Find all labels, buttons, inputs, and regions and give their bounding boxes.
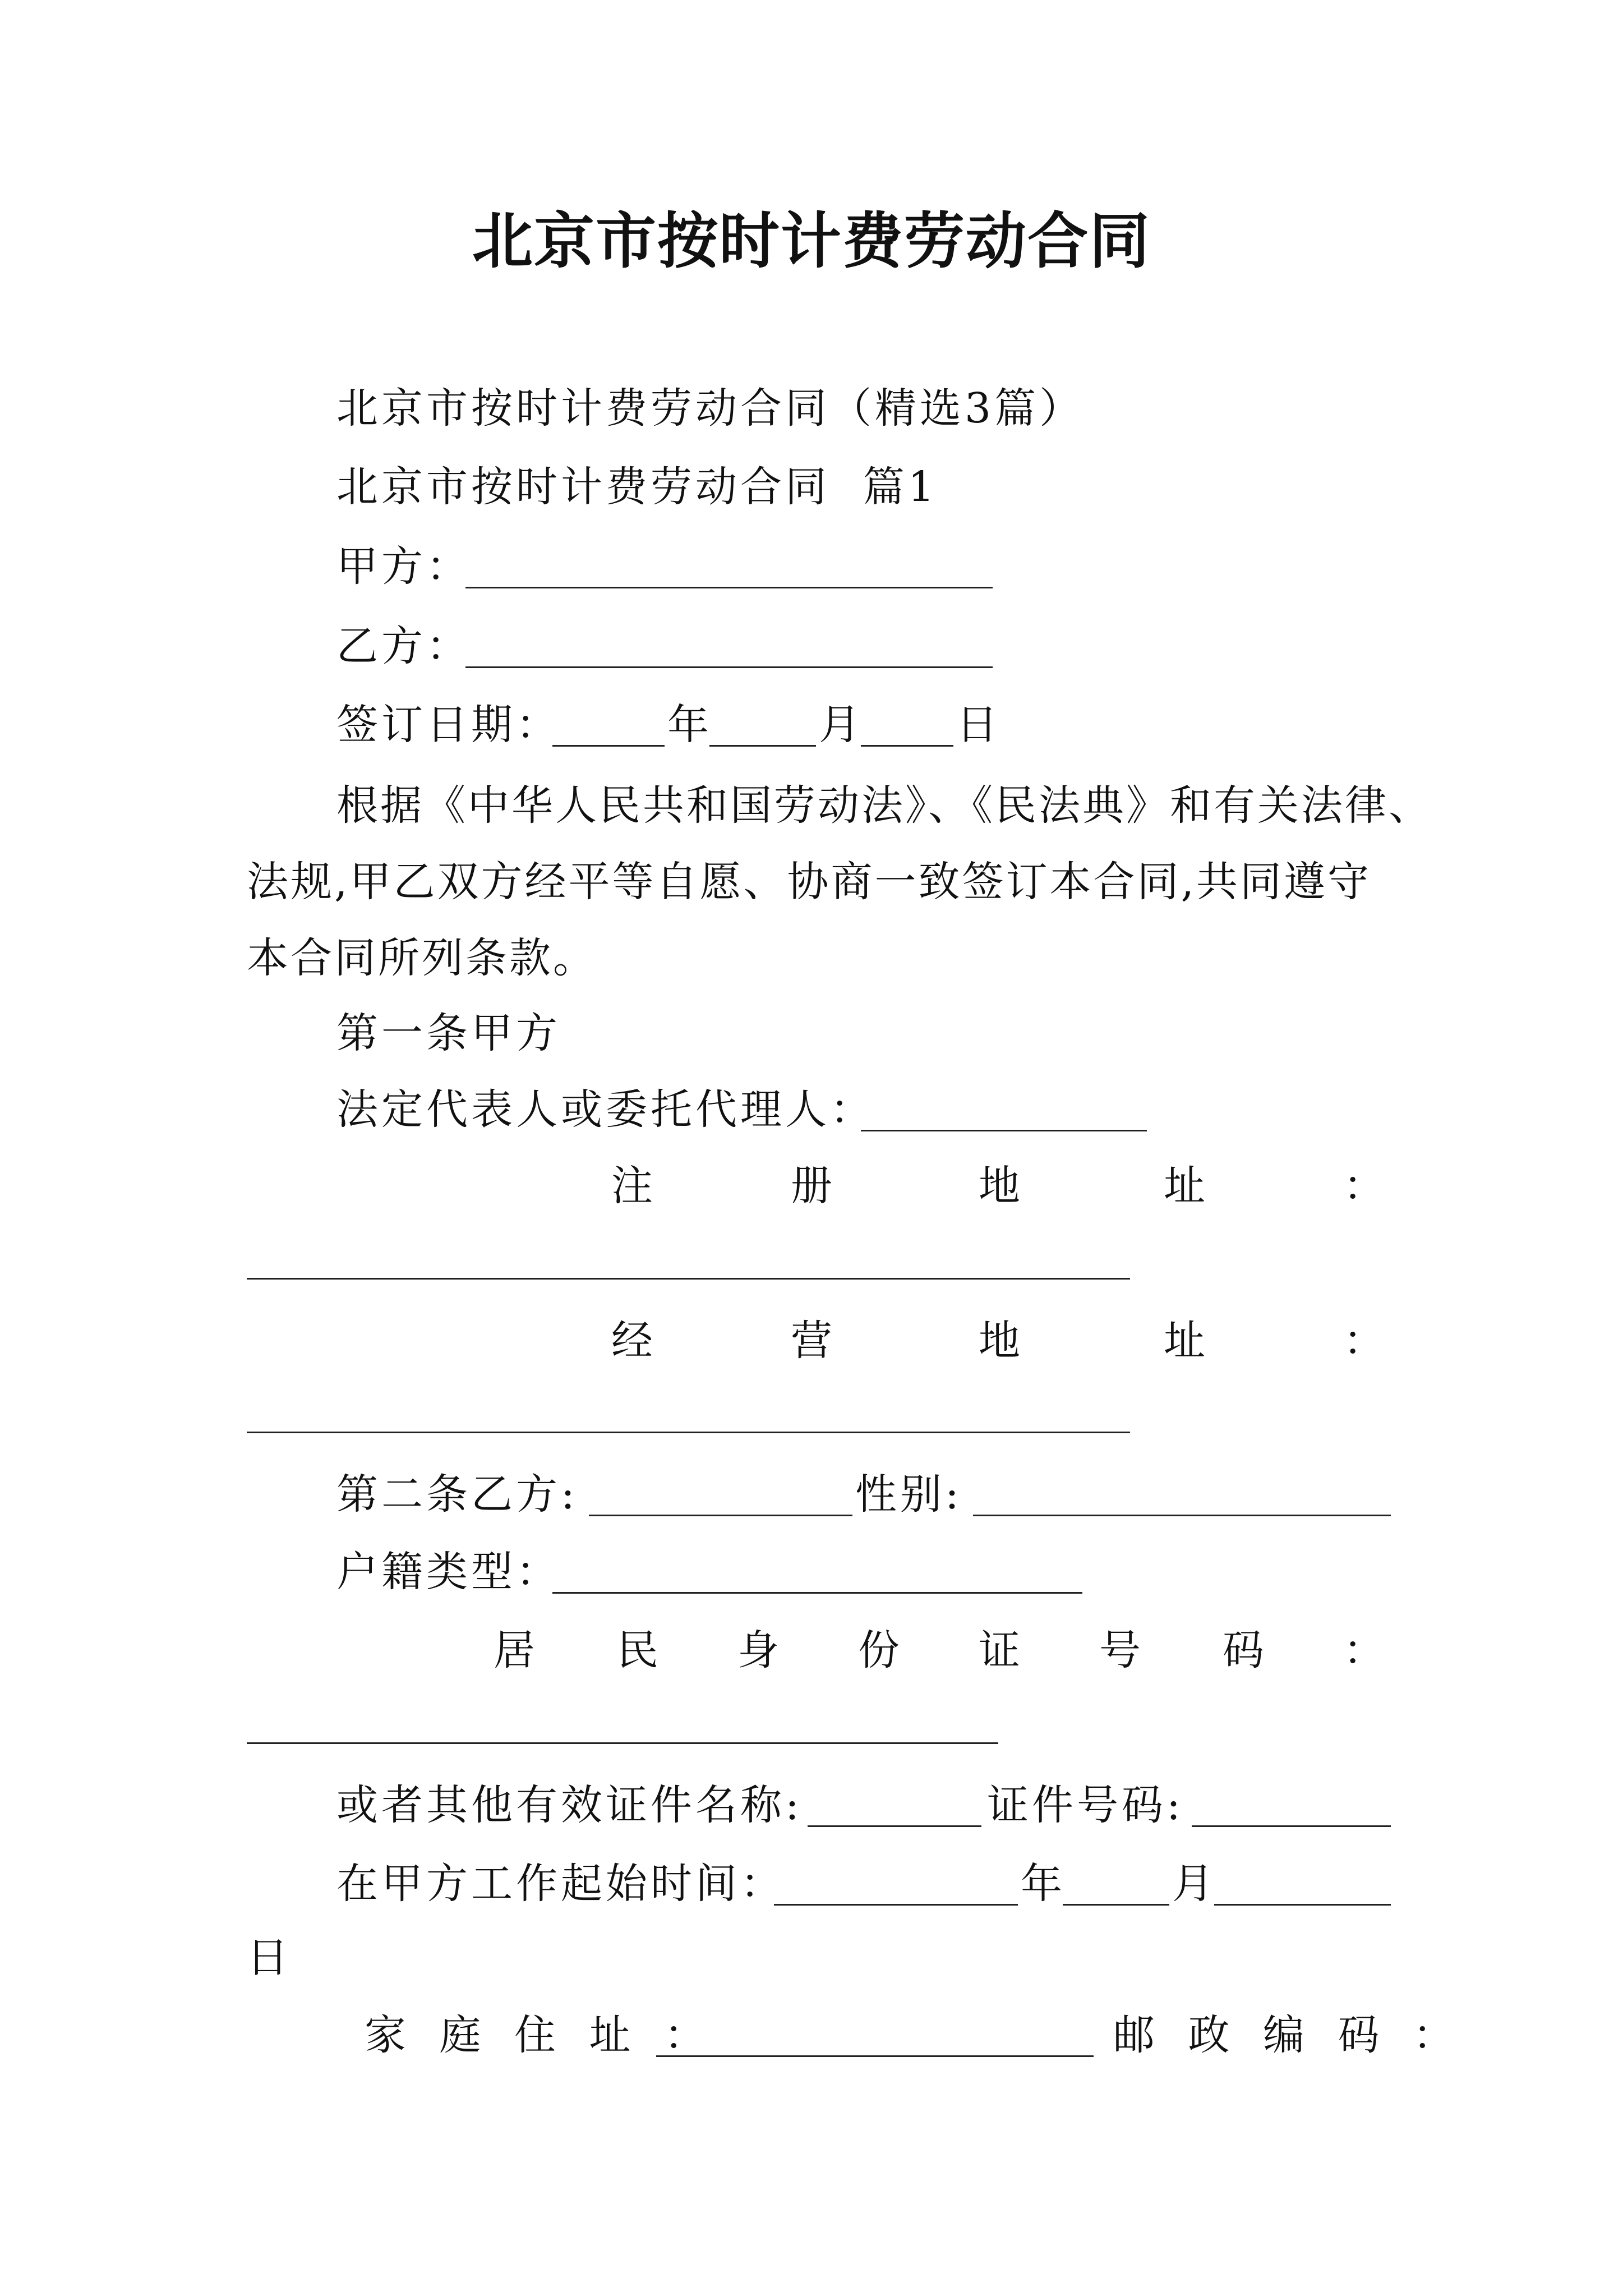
business-address-char: 址 — [1164, 1317, 1205, 1365]
start-time-month-label: 月 — [1172, 1860, 1214, 1908]
party-a-field[interactable] — [465, 587, 993, 588]
sign-date-label: 签订日期： — [336, 701, 561, 749]
legal-rep-field[interactable] — [861, 1130, 1147, 1131]
other-id-name-label: 或者其他有效证件名称: — [336, 1781, 803, 1829]
sign-date-month-field[interactable] — [709, 745, 816, 747]
start-time-year-field[interactable] — [774, 1904, 1018, 1906]
party-a-row — [0, 533, 1623, 600]
registered-address-char: 地 — [979, 1162, 1020, 1210]
intro-paragraph — [0, 767, 1623, 1003]
id-number-char: 证 — [979, 1626, 1020, 1674]
party-b-name-field[interactable] — [589, 1515, 852, 1516]
household-type-field[interactable] — [552, 1592, 1082, 1594]
household-type-label: 户籍类型： — [336, 1548, 561, 1596]
start-time-month-field[interactable] — [1063, 1904, 1169, 1906]
id-number-char: 份 — [858, 1626, 900, 1674]
home-address-row — [0, 2001, 1623, 2069]
sign-date-day-field[interactable] — [861, 745, 953, 747]
business-address-char: 地 — [979, 1317, 1020, 1365]
intro-line: 根据《中华人民共和国劳动法》、《民法典》和有关法律、 — [336, 781, 1432, 830]
household-type-row — [0, 1538, 1623, 1605]
business-address-char: ： — [1343, 1317, 1385, 1365]
home-address-field[interactable] — [656, 2055, 1094, 2057]
business-address-row — [0, 1307, 1623, 1374]
article-two-row — [0, 1461, 1623, 1528]
registered-address-char: 址 — [1164, 1162, 1205, 1210]
sign-date-month-label: 月 — [819, 701, 860, 749]
sign-date-year-label: 年 — [667, 701, 709, 749]
start-time-day-label: 日 — [247, 1934, 288, 1982]
section-heading-row — [0, 453, 1623, 521]
id-number-char: 码 — [1223, 1626, 1264, 1674]
party-a-label: 甲方： — [336, 542, 471, 591]
other-id-row — [0, 1772, 1623, 1839]
start-time-row — [0, 1850, 1623, 1917]
start-time-day-row — [0, 1924, 1623, 1991]
id-number-char: 身 — [737, 1626, 779, 1674]
registered-address-char: 注 — [611, 1162, 653, 1210]
document-title: 北京市按时计费劳动合同 — [472, 206, 1151, 277]
postal-code-label: 邮 政 编 码 ： — [1113, 2011, 1465, 2059]
intro-line: 本合同所列条款。 — [247, 934, 597, 982]
section-heading: 北京市按时计费劳动合同 篇1 — [336, 463, 938, 511]
business-address-field[interactable] — [247, 1432, 1130, 1433]
id-number-char: ： — [1343, 1626, 1385, 1674]
article-one-heading: 第一条甲方 — [336, 1009, 561, 1057]
start-time-year-label: 年 — [1021, 1860, 1062, 1908]
other-id-number-label: 证件号码: — [987, 1781, 1184, 1829]
registered-address-char: ： — [1343, 1162, 1385, 1210]
article-one-row — [0, 1000, 1623, 1067]
sign-date-row — [0, 691, 1623, 758]
registered-address-char: 册 — [791, 1162, 832, 1210]
party-b-field[interactable] — [465, 666, 993, 668]
sign-date-year-field[interactable] — [552, 745, 665, 747]
subtitle: 北京市按时计费劳动合同（精选3篇） — [336, 384, 1085, 432]
sign-date-day-label: 日 — [956, 701, 998, 749]
intro-line: 法规,甲乙双方经平等自愿、协商一致签订本合同,共同遵守 — [247, 858, 1372, 906]
registered-address-field[interactable] — [247, 1278, 1130, 1280]
home-address-label: 家 庭 住 址 ： — [365, 2011, 716, 2059]
id-number-field[interactable] — [247, 1742, 998, 1744]
registered-address-row — [0, 1152, 1623, 1220]
id-number-row — [0, 1617, 1623, 1684]
business-address-char: 经 — [611, 1317, 653, 1365]
other-id-number-field[interactable] — [1192, 1825, 1391, 1827]
other-id-name-field[interactable] — [808, 1825, 981, 1827]
party-b-label: 乙方： — [336, 622, 471, 670]
id-number-char: 民 — [617, 1626, 658, 1674]
id-number-char: 号 — [1099, 1626, 1141, 1674]
legal-rep-label: 法定代表人或委托代理人： — [336, 1085, 875, 1134]
party-b-row — [0, 613, 1623, 680]
start-time-day-field[interactable] — [1214, 1904, 1391, 1906]
id-number-char: 居 — [494, 1626, 535, 1674]
subtitle-row — [0, 375, 1623, 442]
business-address-char: 营 — [791, 1317, 832, 1365]
gender-label: 性别: — [855, 1470, 962, 1519]
gender-field[interactable] — [973, 1515, 1391, 1516]
article-two-label: 第二条乙方: — [336, 1470, 578, 1519]
legal-rep-row — [0, 1076, 1623, 1143]
start-time-label: 在甲方工作起始时间： — [336, 1860, 785, 1908]
